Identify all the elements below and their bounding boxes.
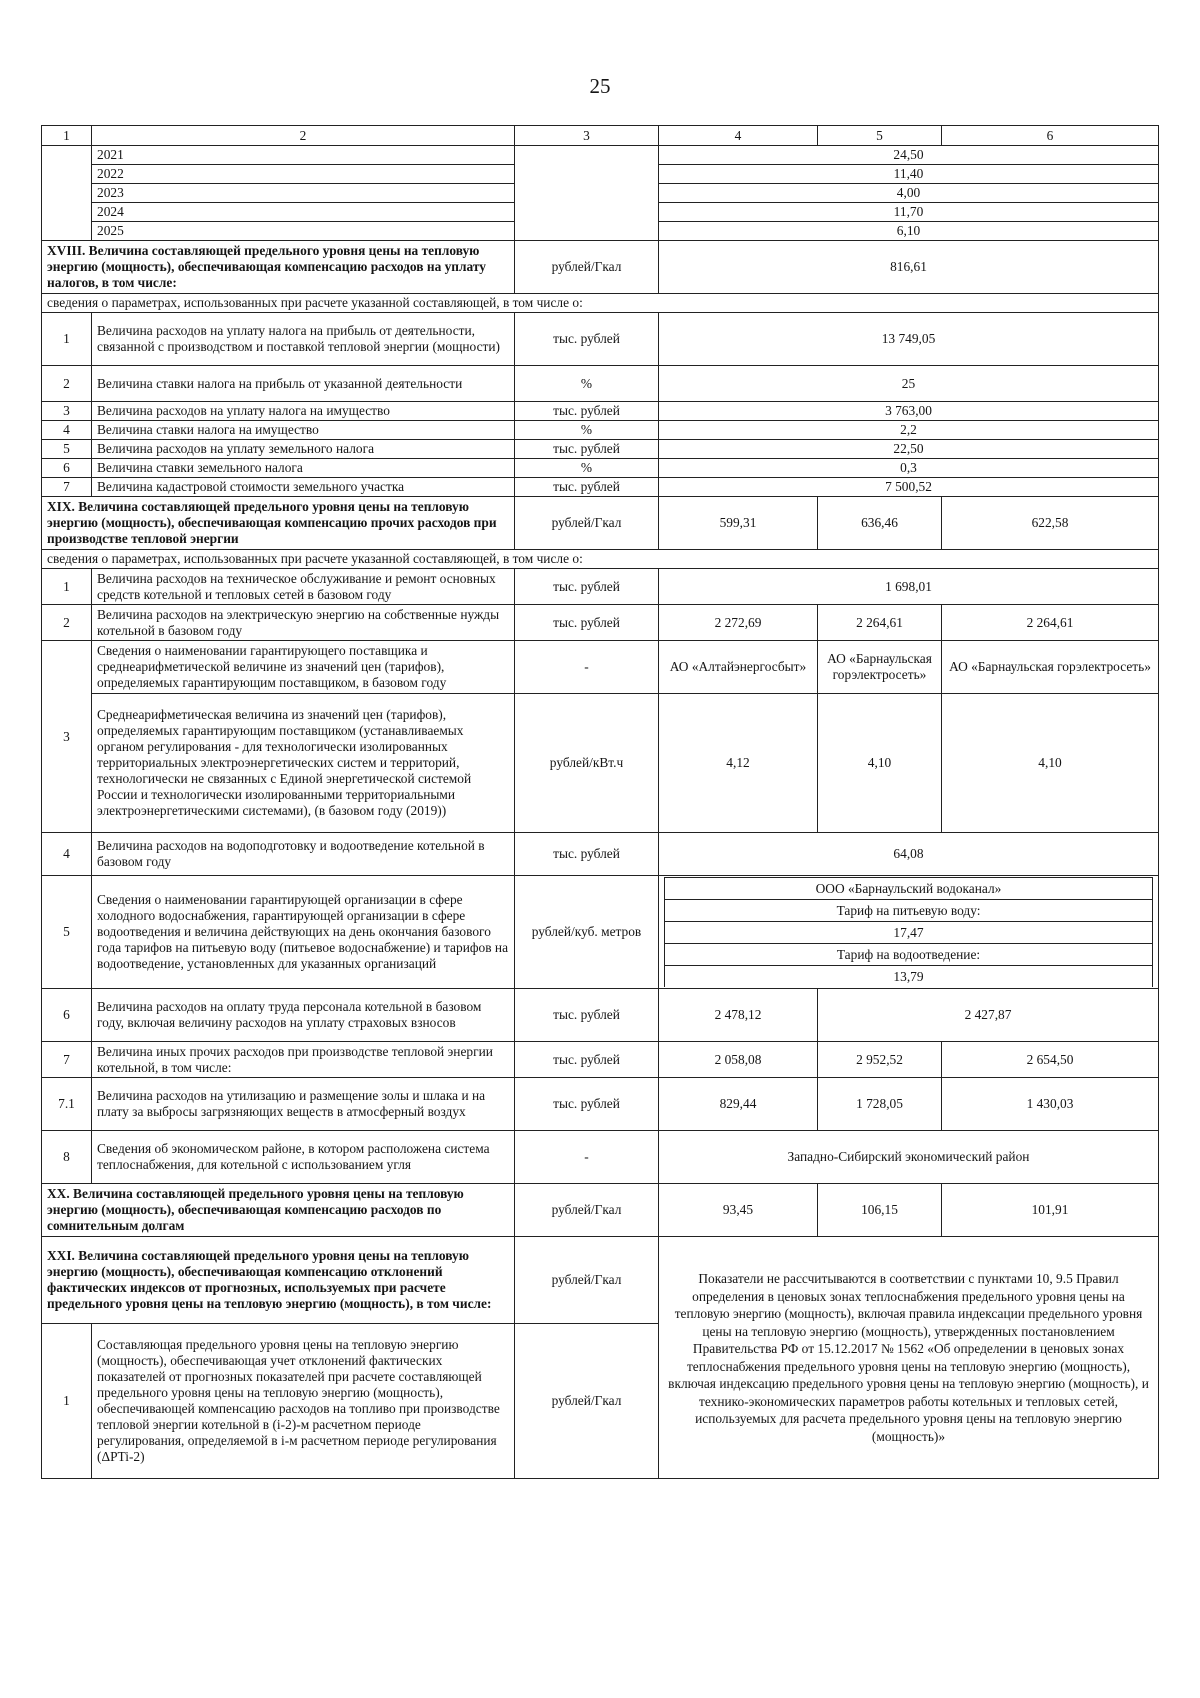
year-label: 2022: [92, 165, 515, 184]
value-cell: 1 430,03: [942, 1078, 1159, 1131]
table-header-row: [42, 126, 1159, 146]
unit-cell: тыс. рублей: [515, 402, 659, 421]
value-cell: 2 264,61: [818, 605, 942, 641]
unit-cell: рублей/кВт.ч: [515, 694, 659, 833]
value-cell: 2 427,87: [818, 989, 1159, 1042]
row-name: Сведения о наименовании гарантирующего поставщика и среднеарифметической величине из значений цен (тарифов), определяемых гарантирующим поставщиком, в базовом году: [92, 641, 515, 694]
unit-cell: рублей/Гкал: [515, 241, 659, 294]
unit-cell: тыс. рублей: [515, 478, 659, 497]
unit-cell: тыс. рублей: [515, 569, 659, 605]
value-cell: 0,3: [659, 459, 1159, 478]
year-value: 24,50: [659, 146, 1159, 165]
value-cell: 2 952,52: [818, 1042, 942, 1078]
row-number: 8: [42, 1131, 92, 1184]
unit-cell: рублей/Гкал: [515, 497, 659, 550]
table-row: [42, 1078, 1159, 1131]
section-title: XXI. Величина составляющей предельного уровня цены на тепловую энергию (мощность), обеспечивающая компенсацию отклонений фактических индексов от прогнозных, используемых при расчете предельного уровня цены на тепловую энергию (мощность), в том числе:: [42, 1237, 515, 1324]
column-header: 4: [659, 126, 818, 146]
unit-cell: тыс. рублей: [515, 989, 659, 1042]
table-row: [42, 833, 1159, 876]
unit-cell: тыс. рублей: [515, 833, 659, 876]
value-cell: 7 500,52: [659, 478, 1159, 497]
value-cell: 25: [659, 366, 1159, 402]
value-cell: 2 264,61: [942, 605, 1159, 641]
value-cell: 4,10: [818, 694, 942, 833]
table-row: [42, 402, 1159, 421]
column-header: 3: [515, 126, 659, 146]
value-cell: 101,91: [942, 1184, 1159, 1237]
row-number: 7: [42, 478, 92, 497]
row-number: 6: [42, 989, 92, 1042]
supplier-name: АО «Барнаульская горэлектросеть»: [942, 641, 1159, 694]
column-header: 6: [942, 126, 1159, 146]
row-name: Величина кадастровой стоимости земельного участка: [92, 478, 515, 497]
tariff-table: [41, 125, 1159, 1479]
tariff-label: Тариф на питьевую воду:: [665, 900, 1153, 922]
page-number: 25: [589, 74, 611, 98]
supplier-name: АО «Алтайэнергосбыт»: [659, 641, 818, 694]
row-name: Величина ставки налога на прибыль от указанной деятельности: [92, 366, 515, 402]
row-name: Величина ставки земельного налога: [92, 459, 515, 478]
row-number: 5: [42, 876, 92, 989]
value-cell: 93,45: [659, 1184, 818, 1237]
value-cell: 1 728,05: [818, 1078, 942, 1131]
row-name: Величина расходов на уплату земельного налога: [92, 440, 515, 459]
row-number: 7.1: [42, 1078, 92, 1131]
value-cell: 13 749,05: [659, 313, 1159, 366]
value-cell: 2,2: [659, 421, 1159, 440]
table-row: [42, 876, 1159, 989]
unit-cell: тыс. рублей: [515, 440, 659, 459]
year-value: 4,00: [659, 184, 1159, 203]
table-row: [42, 694, 1159, 833]
empty-cell: [42, 146, 92, 241]
column-header: 2: [92, 126, 515, 146]
table-row: [42, 641, 1159, 694]
value-cell: 2 478,12: [659, 989, 818, 1042]
value-cell: 636,46: [818, 497, 942, 550]
table-row: [42, 421, 1159, 440]
unit-cell: тыс. рублей: [515, 313, 659, 366]
value-cell: 3 763,00: [659, 402, 1159, 421]
unit-cell: %: [515, 459, 659, 478]
unit-cell: тыс. рублей: [515, 605, 659, 641]
unit-cell: -: [515, 1131, 659, 1184]
year-label: 2021: [92, 146, 515, 165]
row-name: Величина расходов на уплату налога на прибыль от деятельности, связанной с производством и поставкой тепловой энергии (мощности): [92, 313, 515, 366]
value-cell: 64,08: [659, 833, 1159, 876]
year-row: [42, 146, 1159, 165]
row-number: 2: [42, 605, 92, 641]
unit-cell: рублей/Гкал: [515, 1237, 659, 1324]
table-row: [42, 478, 1159, 497]
unit-cell: %: [515, 421, 659, 440]
column-header: 1: [42, 126, 92, 146]
organization-name: ООО «Барнаульский водоканал»: [665, 878, 1153, 900]
info-text: сведения о параметрах, использованных при расчете указанной составляющей, в том числе о:: [42, 294, 1159, 313]
value-cell: 599,31: [659, 497, 818, 550]
info-row: [42, 294, 1159, 313]
row-number: 5: [42, 440, 92, 459]
value-cell: 2 654,50: [942, 1042, 1159, 1078]
row-name: Сведения об экономическом районе, в котором расположена система теплоснабжения, для котельной с использованием угля: [92, 1131, 515, 1184]
value-cell: 106,15: [818, 1184, 942, 1237]
value-cell: Западно-Сибирский экономический район: [659, 1131, 1159, 1184]
row-name: Величина расходов на утилизацию и размещение золы и шлака и на плату за выбросы загрязняющих веществ в атмосферный воздух: [92, 1078, 515, 1131]
row-number: 4: [42, 833, 92, 876]
column-header: 5: [818, 126, 942, 146]
row-number: 6: [42, 459, 92, 478]
row-name: Величина расходов на электрическую энергию на собственные нужды котельной в базовом году: [92, 605, 515, 641]
unit-cell: рублей/куб. метров: [515, 876, 659, 989]
section-row: [42, 497, 1159, 550]
section-row: [42, 1237, 1159, 1324]
row-name: Величина расходов на техническое обслуживание и ремонт основных средств котельной и тепловых сетей в базовом году: [92, 569, 515, 605]
empty-cell: [515, 146, 659, 241]
year-label: 2023: [92, 184, 515, 203]
row-name: Величина иных прочих расходов при производстве тепловой энергии котельной, в том числе:: [92, 1042, 515, 1078]
water-tariff-list: [664, 877, 1153, 987]
value-cell: 4,12: [659, 694, 818, 833]
year-value: 6,10: [659, 222, 1159, 241]
table-row: [42, 313, 1159, 366]
row-number: 4: [42, 421, 92, 440]
value-cell: 4,10: [942, 694, 1159, 833]
row-number: 3: [42, 641, 92, 833]
value-cell: 829,44: [659, 1078, 818, 1131]
tariff-value: 13,79: [665, 966, 1153, 988]
table-row: [42, 366, 1159, 402]
section-title: XIX. Величина составляющей предельного уровня цены на тепловую энергию (мощность), обеспечивающая компенсацию прочих расходов при производстве тепловой энергии: [42, 497, 515, 550]
table-row: [42, 605, 1159, 641]
value-cell: 622,58: [942, 497, 1159, 550]
section-row: [42, 1184, 1159, 1237]
value-cell: 2 272,69: [659, 605, 818, 641]
section-row: [42, 241, 1159, 294]
row-number: 3: [42, 402, 92, 421]
info-text: сведения о параметрах, использованных при расчете указанной составляющей, в том числе о:: [42, 550, 1159, 569]
unit-cell: рублей/Гкал: [515, 1324, 659, 1479]
row-name: Составляющая предельного уровня цены на тепловую энергию (мощность), обеспечивающая учет отклонений фактических показателей от прогнозных показателей при расчете составляющей предельного уровня цены на тепловую энергию (мощность), обеспечивающей компенсацию расходов на топливо при производстве тепловой энергии котельной в (i-2)-м расчетном периоде регулирования, определяемой в i-м расчетном периоде регулирования (ΔPTi-2): [92, 1324, 515, 1479]
supplier-name: АО «Барнаульская горэлектросеть»: [818, 641, 942, 694]
table-row: [42, 1131, 1159, 1184]
not-calculated-note: Показатели не рассчитываются в соответствии с пунктами 10, 9.5 Правил определения в ценовых зонах теплоснабжения предельного уровня цены на тепловую энергию (мощность), включая правила индексации предельного уровня цены на тепловую энергию (мощность), утвержденных постановлением Правительства РФ от 15.12.2017 № 1562 «Об определении в ценовых зонах теплоснабжения предельного уровня цены на тепловую энергию (мощность), включая индексацию предельного уровня цены на тепловую энергию (мощность), и технико-экономических параметров работы котельных и тепловых сетей, используемых для расчета предельного уровня цены на тепловую энергию (мощность)»: [659, 1237, 1159, 1479]
value-cell: 816,61: [659, 241, 1159, 294]
unit-cell: %: [515, 366, 659, 402]
section-title: XVIII. Величина составляющей предельного уровня цены на тепловую энергию (мощность), обеспечивающая компенсацию расходов на уплату налогов, в том числе:: [42, 241, 515, 294]
table-row: [42, 1042, 1159, 1078]
row-number: 7: [42, 1042, 92, 1078]
tariff-value: 17,47: [665, 922, 1153, 944]
row-number: 1: [42, 313, 92, 366]
tariff-label: Тариф на водоотведение:: [665, 944, 1153, 966]
row-number: 2: [42, 366, 92, 402]
year-value: 11,40: [659, 165, 1159, 184]
row-name: Величина ставки налога на имущество: [92, 421, 515, 440]
info-row: [42, 550, 1159, 569]
unit-cell: рублей/Гкал: [515, 1184, 659, 1237]
year-label: 2024: [92, 203, 515, 222]
table-row: [42, 459, 1159, 478]
table-row: [42, 440, 1159, 459]
row-name: Величина расходов на уплату налога на имущество: [92, 402, 515, 421]
value-cell: 2 058,08: [659, 1042, 818, 1078]
value-cell: 22,50: [659, 440, 1159, 459]
unit-cell: тыс. рублей: [515, 1078, 659, 1131]
year-label: 2025: [92, 222, 515, 241]
year-value: 11,70: [659, 203, 1159, 222]
section-title: XX. Величина составляющей предельного уровня цены на тепловую энергию (мощность), обеспечивающая компенсацию расходов по сомнительным долгам: [42, 1184, 515, 1237]
unit-cell: -: [515, 641, 659, 694]
row-number: 1: [42, 569, 92, 605]
row-name: Сведения о наименовании гарантирующей организации в сфере холодного водоснабжения, гарантирующей организации в сфере водоотведения и величина действующих на день окончания базового года тарифов на питьевую воду (питьевое водоснабжение) и тарифов на водоотведение, установленных для указанных организаций: [92, 876, 515, 989]
row-name: Среднеарифметическая величина из значений цен (тарифов), определяемых гарантирующим поставщиком (устанавливаемых органом регулирования - для технологически изолированных территориальных электроэнергетических систем и территорий, технологически не связанных с Единой энергетической системой России и технологически изолированными территориальными электроэнергетическими системами), (в базовом году (2019)): [92, 694, 515, 833]
row-name: Величина расходов на оплату труда персонала котельной в базовом году, включая величину расходов на уплату страховых взносов: [92, 989, 515, 1042]
table-row: [42, 569, 1159, 605]
table-row: [42, 989, 1159, 1042]
unit-cell: тыс. рублей: [515, 1042, 659, 1078]
value-cell: 1 698,01: [659, 569, 1159, 605]
row-number: 1: [42, 1324, 92, 1479]
row-name: Величина расходов на водоподготовку и водоотведение котельной в базовом году: [92, 833, 515, 876]
water-tariff-cell: [659, 876, 1159, 989]
